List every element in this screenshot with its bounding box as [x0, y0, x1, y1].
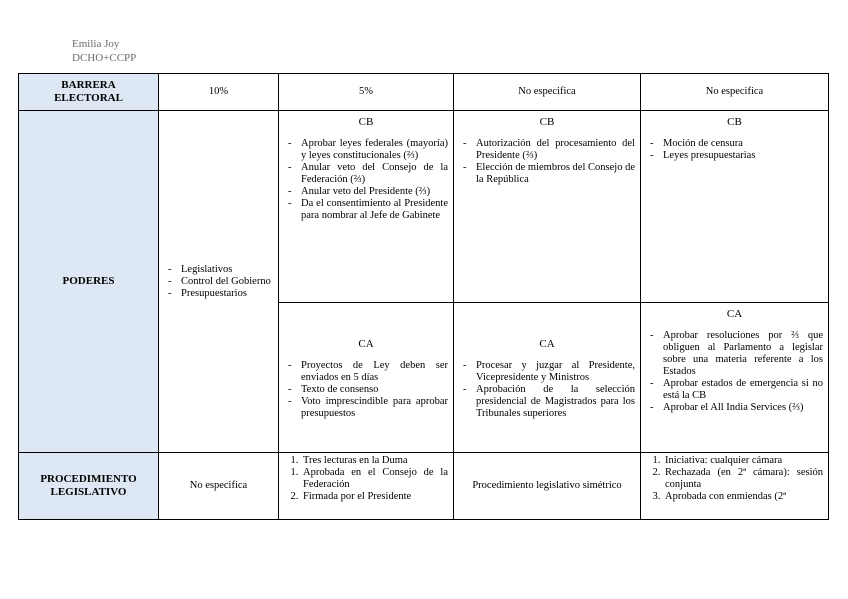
list-item: - Aprobar resoluciones por ⅔ que obliguen al Parlamento a legislar sobre una materia referente a los Estados [663, 330, 823, 378]
list-item: - Anular veto del Consejo de la Federación (⅔) [301, 162, 448, 186]
row-header-poderes: PODERES [19, 111, 159, 453]
list-item: - Anular veto del Presidente (⅔) [301, 186, 448, 198]
chamber-title: CB [727, 116, 742, 128]
list-item: 2. Firmada por el Presidente [301, 491, 448, 503]
row-header-line: ELECTORAL [54, 92, 123, 104]
list-item: 1. Aprobada en el Consejo de la Federación [301, 467, 448, 491]
table-cell [641, 453, 829, 520]
chamber-title: CB [539, 116, 555, 128]
table-cell: No especifica [159, 453, 279, 520]
row-header-procedimiento [19, 453, 159, 520]
chamber-title: CA [358, 338, 374, 350]
row-header-line: PROCEDIMIENTO [40, 473, 137, 485]
table-cell [454, 111, 641, 303]
list-item: - Aprobar estados de emergencia si no está la CB [663, 378, 823, 402]
list-item: - Autorización del procesamiento del Presidente (⅔) [476, 138, 635, 162]
list-item: - Presupuestarios [181, 288, 273, 300]
row-poderes-cb [19, 111, 829, 303]
powers-list [164, 264, 273, 300]
table-cell: No especifica [454, 74, 641, 111]
ca-powers-list [284, 360, 448, 420]
list-item: 3. Aprobada con enmiendas (2ª [663, 491, 823, 503]
list-item: - Procesar y juzgar al Presidente, Vicepresidente y Ministros [476, 360, 635, 384]
list-item: - Da el consentimiento al Presidente para nombrar al Jefe de Gabinete [301, 198, 448, 222]
list-item: - Leyes presupuestarias [663, 150, 823, 162]
ca-powers-list [646, 330, 823, 414]
list-item: 1. Tres lecturas en la Duma [301, 455, 448, 467]
table-cell: 5% [279, 74, 454, 111]
chamber-title: CB [358, 116, 374, 128]
list-item: - Aprobación de la selección presidencial de Magistrados para los Tribunales superiores [476, 384, 635, 420]
cb-powers-list [459, 138, 635, 186]
table-cell: No especifica [641, 74, 829, 111]
list-item: - Texto de consenso [301, 384, 448, 396]
procedure-steps-list [646, 455, 823, 503]
row-header-line: BARRERA [61, 79, 116, 91]
procedure-steps-list [284, 455, 448, 503]
comparison-table [18, 73, 829, 520]
table-cell [641, 303, 829, 453]
cb-powers-list [646, 138, 823, 162]
list-item: - Elección de miembros del Consejo de la República [476, 162, 635, 186]
cb-powers-list [284, 138, 448, 222]
list-item: - Legislativos [181, 264, 273, 276]
row-header-line: LEGISLATIVO [50, 486, 127, 498]
list-item: 2. Rechazada (en 2ª cámara): sesión conjunta [663, 467, 823, 491]
list-item: 1. Iniciativa: cualquier cámara [663, 455, 823, 467]
course-name: DCHO+CCPP [72, 52, 137, 64]
table-cell [279, 111, 454, 303]
list-item: - Voto imprescindible para aprobar presupuestos [301, 396, 448, 420]
document-header [72, 37, 136, 65]
chamber-title: CA [726, 308, 743, 320]
row-barrera-electoral [19, 74, 829, 111]
list-item: - Proyectos de Ley deben ser enviados en 5 días [301, 360, 448, 384]
chamber-title: CA [539, 338, 555, 350]
table-cell [279, 453, 454, 520]
list-item: - Aprobar el All India Services (⅔) [663, 402, 823, 414]
list-item: - Aprobar leyes federales (mayoría) y leyes constitucionales (⅔) [301, 138, 448, 162]
row-header-barrera [19, 74, 159, 111]
row-procedimiento-legislativo [19, 453, 829, 520]
table-cell [279, 303, 454, 453]
list-item: - Moción de censura [663, 138, 823, 150]
ca-powers-list [459, 360, 635, 420]
table-cell [641, 111, 829, 303]
table-cell: Procedimiento legislativo simétrico [454, 453, 641, 520]
author-name: Emilia Joy [72, 38, 120, 50]
table-cell [454, 303, 641, 453]
list-item: - Control del Gobierno [181, 276, 273, 288]
table-cell [159, 111, 279, 453]
table-cell: 10% [159, 74, 279, 111]
